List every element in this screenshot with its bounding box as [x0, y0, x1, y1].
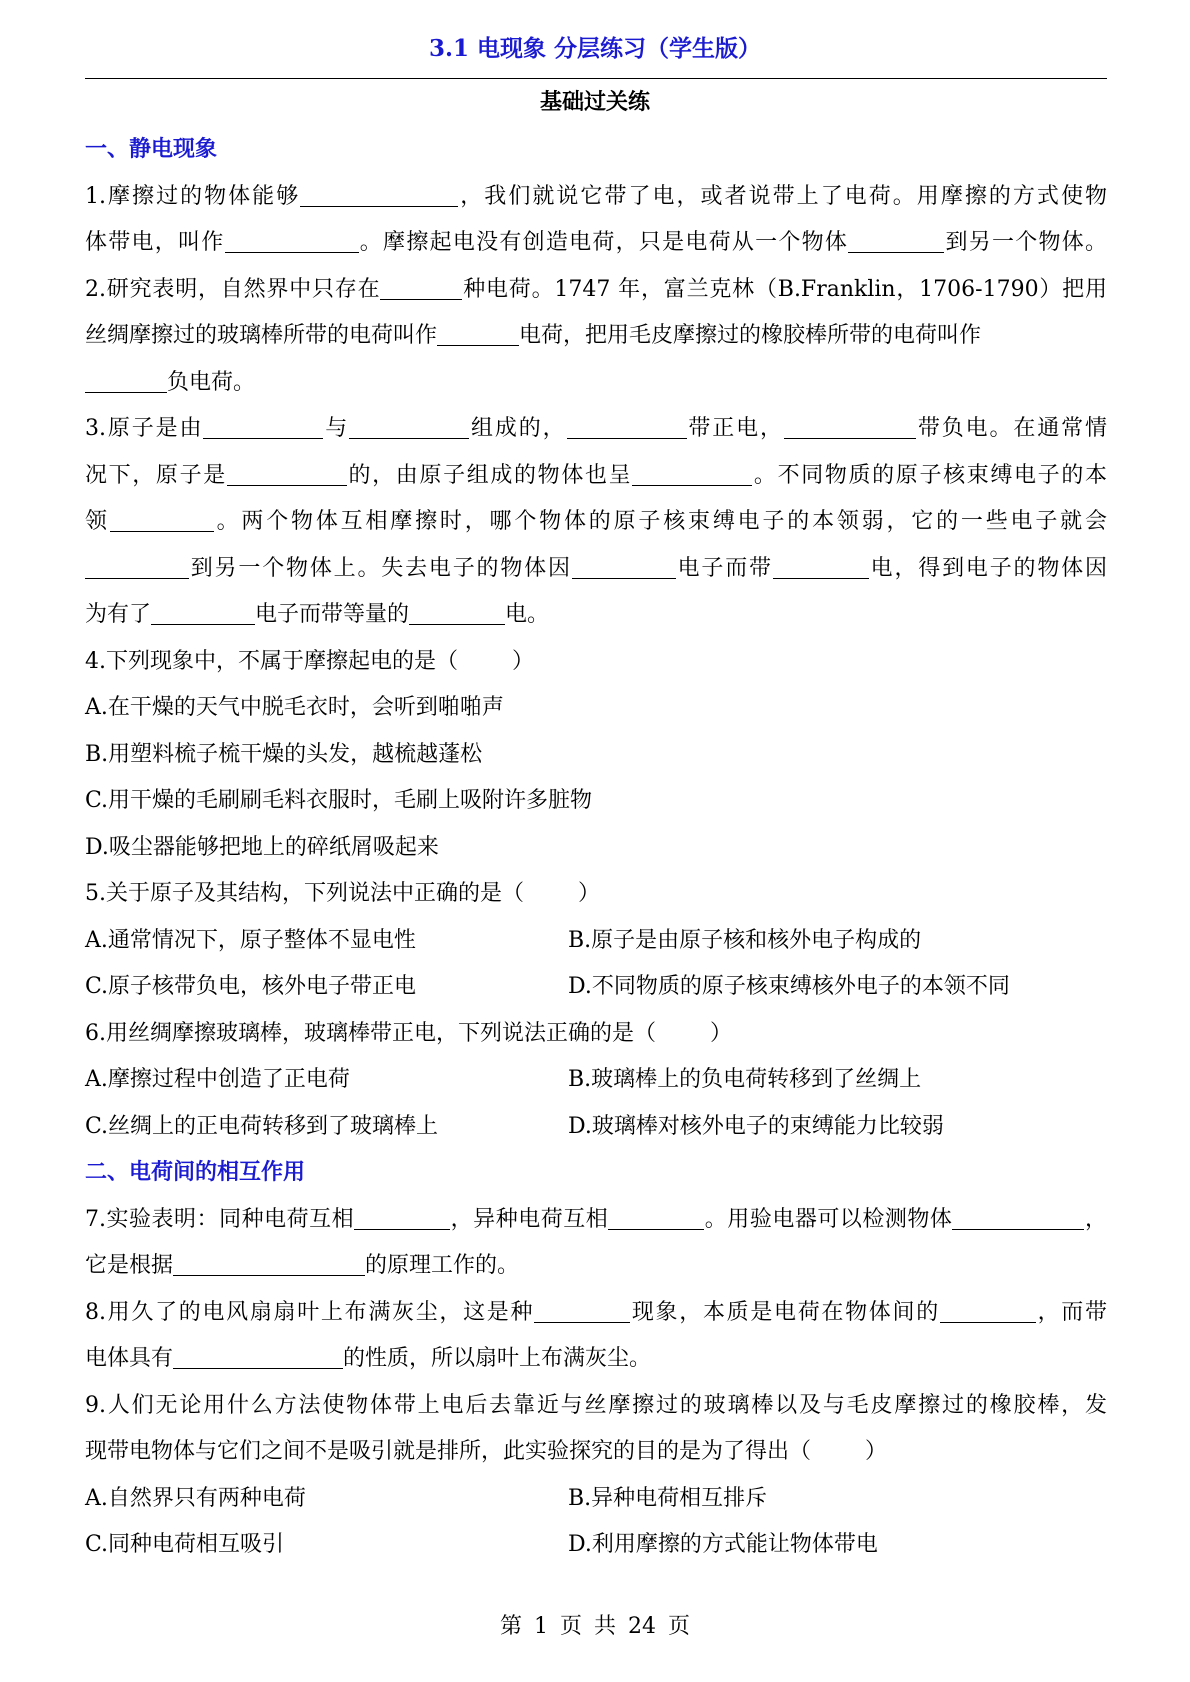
question-5-options-row-2 — [85, 964, 1107, 1011]
answer-blank[interactable] — [567, 412, 687, 439]
question-3-line-3: 领 。两个物体互相摩擦时，哪个物体的原子核束缚电子的本领弱，它的一些电子就会 — [85, 499, 1107, 546]
question-6-options-row-2 — [85, 1104, 1107, 1151]
question-4-option-a[interactable]: A.在干燥的天气中脱毛衣时，会听到啪啪声 — [85, 695, 504, 720]
answer-blank[interactable] — [534, 1296, 630, 1323]
question-9-option-d[interactable]: D.利用摩擦的方式能让物体带电 — [568, 1532, 878, 1557]
answer-blank[interactable] — [380, 273, 462, 300]
question-6-option-b[interactable]: B.玻璃棒上的负电荷转移到了丝绸上 — [568, 1067, 922, 1092]
question-5-option-a[interactable]: A.通常情况下，原子整体不显电性 — [85, 927, 416, 953]
question-9-line-2: 现带电物体与它们之间不是吸引就是排所，此实验探究的目的是为了得出（ ） — [85, 1439, 888, 1464]
document-title: 3.1 电现象 分层练习（学生版） — [428, 35, 762, 62]
question-9-line-1: 9.人们无论用什么方法使物体带上电后去靠近与丝摩擦过的玻璃棒以及与毛皮摩擦过的橡胶棒，发 — [85, 1392, 1107, 1418]
question-5-option-b[interactable]: B.原子是由原子核和核外电子构成的 — [568, 927, 922, 953]
question-4-option-b[interactable]: B.用塑料梳子梳干燥的头发，越梳越蓬松 — [85, 741, 483, 767]
question-1-line-1: 1.摩擦过的物体能够 ，我们就说它带了电，或者说带上了电荷。用摩擦的方式使物 — [85, 174, 1107, 221]
question-2-line-2: 丝绸摩擦过的玻璃棒所带的电荷叫作 电荷，把用毛皮摩擦过的橡胶棒所带的电荷叫作 — [85, 313, 1107, 360]
question-4-stem: 4.下列现象中，不属于摩擦起电的是（ ） — [85, 648, 535, 674]
answer-blank[interactable] — [572, 552, 676, 579]
answer-blank[interactable] — [608, 1203, 704, 1230]
question-4-option-d[interactable]: D.吸尘器能够把地上的碎纸屑吸起来 — [85, 834, 439, 860]
section-heading-2: 二、电荷间的相互作用 — [85, 1160, 306, 1185]
question-9-options-row-2 — [85, 1522, 1107, 1569]
question-5-option-c[interactable]: C.原子核带负电，核外电子带正电 — [85, 974, 417, 999]
answer-blank[interactable] — [173, 1249, 365, 1276]
question-3-line-4: 到另一个物体上。失去电子的物体因 电子而带 电，得到电子的物体因 — [85, 546, 1107, 593]
answer-blank[interactable] — [773, 552, 869, 579]
question-3-line-2: 况下，原子是 的，由原子组成的物体也呈 。不同物质的原子核束缚电子的本 — [85, 453, 1107, 500]
question-8-line-1: 8.用久了的电风扇扇叶上布满灰尘，这是种 现象，本质是电荷在物体间的 ，而带 — [85, 1290, 1107, 1337]
question-9-options-row-1 — [85, 1476, 1107, 1523]
question-6-option-d[interactable]: D.玻璃棒对核外电子的束缚能力比较弱 — [568, 1113, 944, 1139]
answer-blank[interactable] — [151, 598, 255, 625]
question-3-line-1: 3.原子是由 与 组成的， 带正电， 带负电。在通常情 — [85, 406, 1107, 453]
page-footer: 第 1 页 共 24 页 — [499, 1614, 691, 1639]
worksheet-content — [85, 127, 1107, 1569]
question-9-option-b[interactable]: B.异种电荷相互排斥 — [568, 1485, 768, 1511]
question-6-options-row-1 — [85, 1057, 1107, 1104]
page-number: 1 — [533, 1614, 548, 1639]
question-7-line-1: 7.实验表明：同种电荷互相 ，异种电荷互相 。用验电器可以检测物体 ， — [85, 1197, 1107, 1244]
answer-blank[interactable] — [437, 319, 519, 346]
question-1-line-2: 体带电，叫作 。摩擦起电没有创造电荷，只是电荷从一个物体 到另一个物体。 — [85, 220, 1107, 267]
answer-blank[interactable] — [952, 1203, 1084, 1230]
section-subtitle: 基础过关练 — [539, 89, 650, 115]
answer-blank[interactable] — [110, 505, 214, 532]
answer-blank[interactable] — [940, 1296, 1036, 1323]
question-5-stem: 5.关于原子及其结构，下列说法中正确的是（ ） — [85, 881, 601, 906]
total-pages: 24 — [628, 1614, 657, 1639]
section-heading-1: 一、静电现象 — [85, 137, 218, 162]
answer-blank[interactable] — [632, 459, 752, 486]
question-6-option-c[interactable]: C.丝绸上的正电荷转移到了玻璃棒上 — [85, 1113, 439, 1139]
question-6-option-a[interactable]: A.摩擦过程中创造了正电荷 — [85, 1067, 350, 1092]
answer-blank[interactable] — [85, 552, 189, 579]
question-9-option-c[interactable]: C.同种电荷相互吸引 — [85, 1532, 285, 1557]
answer-blank[interactable] — [173, 1342, 343, 1369]
question-8-line-2: 电体具有 的性质，所以扇叶上布满灰尘。 — [85, 1336, 1107, 1383]
question-6-stem: 6.用丝绸摩擦玻璃棒，玻璃棒带正电，下列说法正确的是（ ） — [85, 1020, 733, 1046]
question-9-option-a[interactable]: A.自然界只有两种电荷 — [85, 1485, 306, 1511]
answer-blank[interactable] — [300, 180, 458, 207]
question-4-option-c[interactable]: C.用干燥的毛刷刷毛料衣服时，毛刷上吸附许多脏物 — [85, 788, 593, 813]
answer-blank[interactable] — [349, 412, 469, 439]
question-5-option-d[interactable]: D.不同物质的原子核束缚核外电子的本领不同 — [568, 974, 1010, 999]
answer-blank[interactable] — [784, 412, 916, 439]
answer-blank[interactable] — [85, 366, 167, 393]
question-2-line-3: 负电荷。 — [85, 360, 1107, 407]
question-2-line-1: 2.研究表明，自然界中只存在 种电荷。1747 年，富兰克林（B.Franklin，1706-1790）把用 — [85, 267, 1107, 314]
answer-blank[interactable] — [203, 412, 323, 439]
answer-blank[interactable] — [227, 459, 347, 486]
header-rule — [85, 78, 1107, 79]
question-5-options-row-1 — [85, 918, 1107, 965]
question-3-line-5: 为有了 电子而带等量的 电。 — [85, 592, 1107, 639]
answer-blank[interactable] — [354, 1203, 450, 1230]
answer-blank[interactable] — [409, 598, 505, 625]
answer-blank[interactable] — [225, 226, 359, 253]
question-7-line-2: 它是根据 的原理工作的。 — [85, 1243, 1107, 1290]
answer-blank[interactable] — [848, 226, 944, 253]
